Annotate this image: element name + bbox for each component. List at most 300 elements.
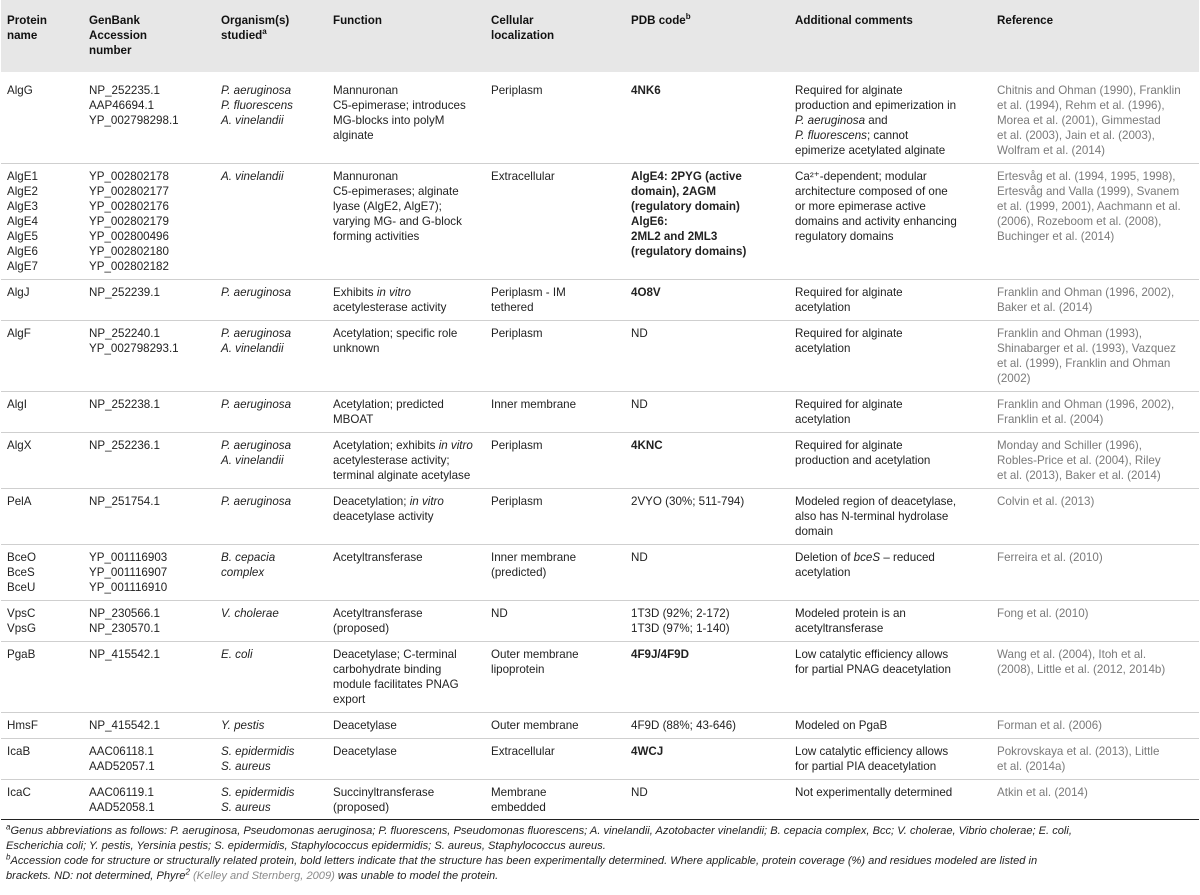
cell-pdb [625,164,789,280]
cell-reference-line: Atkin et al. (2014) [997,786,1088,799]
cell-protein-line: AlgG [7,84,33,97]
cell-protein-line: AlgJ [7,286,30,299]
cell-organism-line: V. cholerae [221,607,279,620]
cell-protein-line: BceU [7,581,36,594]
cell-comments-line: acetyltransferase [795,622,884,635]
cell-accession-line: AAC06118.1 [89,745,154,758]
header-accession [83,0,215,72]
cell-accession-line: YP_002802182 [89,260,169,273]
cell-accession [83,164,215,280]
cell-protein-line: VpsG [7,622,36,635]
cell-localization [485,642,625,713]
cell-protein-line: AlgF [7,327,31,340]
cell-protein [1,489,83,545]
cell-function [327,739,485,780]
cell-protein-line: PgaB [7,648,36,661]
cell-accession-line: NP_252240.1 [89,327,160,340]
cell-pdb-line: 4WCJ [631,745,664,758]
cell-pdb-line: ND [631,327,648,340]
cell-function [327,489,485,545]
cell-comments-line: also has N-terminal hydrolase [795,510,949,523]
cell-reference-line: (2002) [997,372,1031,385]
cell-localization-line: Periplasm - IM [491,286,566,299]
cell-protein-line: AlgI [7,398,27,411]
cell-reference-line: et al. (1994), Rehm et al. (1996), [997,99,1165,112]
cell-reference-line: Ertesvåg and Valla (1999), Svanem [997,185,1180,198]
cell-comments-line: production and acetylation [795,454,931,467]
cell-function-line: Acetylation; exhibits in vitro [333,439,473,452]
cell-comments [789,72,991,164]
cell-comments-line: acetylation [795,342,851,355]
cell-pdb [625,392,789,433]
cell-localization [485,489,625,545]
cell-pdb [625,780,789,820]
footnote-a-text: Genus abbreviations as follows: P. aeruginosa, Pseudomonas aeruginosa; P. fluorescens, Pseudomonas fluorescens; A. vinelandii, Azotobacter vinelandii; B. cepacia complex, Bcc; V. cholerae, Vibrio cholerae; E. coli, [10,825,1072,837]
cell-organism-line: A. vinelandii [221,342,284,355]
cell-reference-line: Monday and Schiller (1996), [997,439,1143,452]
cell-organism-line: P. aeruginosa [221,286,292,299]
cell-reference [991,739,1199,780]
cell-localization [485,164,625,280]
data-table [1,0,1199,820]
cell-localization-line: (predicted) [491,566,547,579]
cell-accession-line: AAD52058.1 [89,801,155,814]
cell-protein [1,164,83,280]
cell-function-line: Acetyltransferase [333,551,423,564]
cell-organism [215,601,327,642]
header-localization-line: localization [491,29,555,42]
cell-protein-line: AlgE7 [7,260,38,273]
cell-accession [83,601,215,642]
cell-function [327,713,485,739]
cell-function-line: Acetylation; predicted [333,398,444,411]
cell-localization [485,392,625,433]
cell-organism [215,392,327,433]
cell-localization [485,433,625,489]
header-organism-line: studied$^a$ [221,27,267,42]
cell-protein-line: BceO [7,551,36,564]
footnote-b-tail: was unable to model the protein. [334,870,499,882]
cell-localization [485,72,625,164]
table-row [1,489,1199,545]
cell-organism [215,489,327,545]
cell-accession-line: NP_230570.1 [89,622,160,635]
table-row [1,545,1199,601]
table-row [1,601,1199,642]
cell-comments-line: Low catalytic efficiency allows [795,648,949,661]
cell-protein-line: AlgE2 [7,185,38,198]
cell-organism [215,545,327,601]
cell-reference-line: Robles-Price et al. (2004), Riley [997,454,1161,467]
cell-function-line: (proposed) [333,622,390,635]
cell-accession-line: NP_230566.1 [89,607,160,620]
cell-pdb-line: AlgE6: [631,215,668,228]
cell-function-line: Acetyltransferase [333,607,423,620]
cell-function [327,164,485,280]
cell-localization-line: Extracellular [491,745,555,758]
cell-pdb-line: AlgE4: 2PYG (active [631,170,742,183]
cell-protein-line: AlgE5 [7,230,38,243]
cell-function-line: alginate [333,129,374,142]
cell-pdb [625,601,789,642]
cell-accession [83,280,215,321]
cell-organism-line: P. aeruginosa [221,495,292,508]
header-function [327,0,485,72]
cell-pdb [625,280,789,321]
header-localization-line: Cellular [491,14,534,27]
table-row [1,713,1199,739]
cell-accession-line: AAD52057.1 [89,760,155,773]
cell-pdb-line: 4F9D (88%; 43-646) [631,719,737,732]
cell-localization-line: embedded [491,801,546,814]
footnote-b-marker: b [6,852,11,862]
cell-accession [83,321,215,392]
cell-reference [991,601,1199,642]
cell-pdb [625,739,789,780]
cell-organism-line: E. coli [221,648,253,661]
cell-accession-line: YP_002802176 [89,200,169,213]
cell-comments-line: Required for alginate [795,439,903,452]
cell-organism-line: A. vinelandii [221,170,284,183]
cell-pdb [625,489,789,545]
cell-pdb-line: 2ML2 and 2ML3 [631,230,718,243]
cell-protein [1,72,83,164]
cell-comments-line: Required for alginate [795,327,903,340]
table-row [1,642,1199,713]
table-body [1,72,1199,820]
table-row [1,164,1199,280]
cell-organism [215,780,327,820]
cell-protein-line: HmsF [7,719,38,732]
cell-function-line: Deacetylation; in vitro [333,495,444,508]
cell-organism-line: P. aeruginosa [221,398,292,411]
cell-function-line: Deacetylase [333,719,397,732]
cell-organism [215,739,327,780]
cell-comments [789,601,991,642]
cell-function-line: Mannuronan [333,84,399,97]
cell-function [327,72,485,164]
cell-comments-line: Not experimentally determined [795,786,953,799]
cell-comments-line: Required for alginate [795,84,903,97]
cell-localization [485,780,625,820]
cell-pdb [625,545,789,601]
cell-function [327,545,485,601]
table-row [1,280,1199,321]
cell-protein [1,780,83,820]
cell-organism-line: S. aureus [221,801,271,814]
cell-comments-line: Modeled region of deacetylase, [795,495,957,508]
cell-accession [83,642,215,713]
cell-reference-line: Forman et al. (2006) [997,719,1103,732]
cell-organism-line: A. vinelandii [221,114,284,127]
cell-localization-line: Periplasm [491,439,543,452]
cell-pdb-line: (regulatory domains) [631,245,747,258]
cell-pdb-line: domain), 2AGM [631,185,717,198]
header-organism-line: Organism(s) [221,14,290,27]
cell-accession-line: YP_002802178 [89,170,169,183]
header-organism [215,0,327,72]
cell-reference-line: Franklin et al. (2004) [997,413,1104,426]
cell-function-line: Mannuronan [333,170,399,183]
cell-reference [991,72,1199,164]
cell-comments [789,545,991,601]
cell-protein-line: AlgE1 [7,170,38,183]
cell-localization [485,545,625,601]
table-row [1,392,1199,433]
cell-reference-line: Franklin and Ohman (1996, 2002), [997,286,1175,299]
header-accession-line: number [89,44,132,57]
cell-localization-line: Outer membrane [491,648,579,661]
cell-reference-line: (2008), Little et al. (2012, 2014b) [997,663,1166,676]
cell-reference-line: Wang et al. (2004), Itoh et al. [997,648,1147,661]
table-row [1,321,1199,392]
cell-comments-line: production and epimerization in [795,99,957,112]
cell-comments-line: epimerize acetylated alginate [795,144,946,157]
cell-pdb-line: 4F9J/4F9D [631,648,689,661]
cell-function [327,601,485,642]
cell-function-line: (proposed) [333,801,390,814]
header-accession-line: Accession [89,29,147,42]
cell-reference [991,280,1199,321]
cell-protein-line: AlgE6 [7,245,38,258]
cell-function-line: varying MG- and G-block [333,215,462,228]
cell-organism [215,72,327,164]
cell-accession-line: NP_251754.1 [89,495,160,508]
cell-function-line: C5-epimerase; introduces [333,99,466,112]
cell-reference-line: Morea et al. (2001), Gimmestad [997,114,1161,127]
cell-accession [83,713,215,739]
cell-function-line: MG-blocks into polyM [333,114,445,127]
cell-reference-line: Baker et al. (2014) [997,301,1093,314]
cell-organism-line: Y. pestis [221,719,265,732]
cell-function-line: terminal alginate acetylase [333,469,471,482]
cell-protein [1,601,83,642]
cell-reference [991,713,1199,739]
cell-protein [1,739,83,780]
cell-accession-line: NP_415542.1 [89,719,160,732]
cell-accession [83,545,215,601]
cell-function [327,433,485,489]
cell-protein [1,392,83,433]
cell-comments-line: Modeled on PgaB [795,719,888,732]
header-comments [789,0,991,72]
cell-accession-line: NP_252235.1 [89,84,160,97]
cell-comments [789,433,991,489]
cell-function-line: Acetylation; specific role [333,327,458,340]
cell-function-line: Succinyltransferase [333,786,435,799]
cell-function-line: MBOAT [333,413,374,426]
cell-reference-line: Ertesvåg et al. (1994, 1995, 1998), [997,170,1176,183]
cell-reference-line: et al. (2014a) [997,760,1066,773]
cell-protein-line: IcaB [7,745,31,758]
cell-reference [991,433,1199,489]
cell-localization-line: Extracellular [491,170,555,183]
cell-accession-line: NP_252238.1 [89,398,160,411]
cell-comments-line: Ca²⁺-dependent; modular [795,170,927,183]
cell-function-line: carbohydrate binding [333,663,442,676]
cell-comments-line: Required for alginate [795,286,903,299]
cell-accession-line: YP_002802177 [89,185,169,198]
cell-comments [789,739,991,780]
cell-localization-line: lipoprotein [491,663,545,676]
cell-reference-line: et al. (1999), Franklin and Ohman [997,357,1171,370]
cell-localization [485,713,625,739]
footnote-b-text: Accession code for structure or structurally related protein, bold letters indicate that the structure has been experimentally determined. Where applicable, protein coverage (%) and residues modeled are listed in [10,855,1038,867]
cell-pdb-line: ND [631,551,648,564]
cell-reference [991,164,1199,280]
footnote-b-text: brackets. ND: not determined, Phyre [6,870,186,882]
cell-organism [215,433,327,489]
cell-reference-line: Buchinger et al. (2014) [997,230,1115,243]
cell-accession-line: YP_002798293.1 [89,342,179,355]
cell-comments-line: acetylation [795,566,851,579]
header-pdb [625,0,789,72]
cell-comments [789,489,991,545]
cell-function-line: unknown [333,342,380,355]
cell-localization-line: Inner membrane [491,398,577,411]
cell-function-line: forming activities [333,230,420,243]
cell-function [327,780,485,820]
cell-reference-line: et al. (2003), Jain et al. (2003), [997,129,1155,142]
cell-organism [215,164,327,280]
cell-pdb-line: 4NK6 [631,84,661,97]
cell-comments-line: acetylation [795,301,851,314]
cell-function-line: Deacetylase; C-terminal [333,648,457,661]
cell-pdb-line: 4O8V [631,286,661,299]
cell-accession [83,72,215,164]
cell-organism-line: S. epidermidis [221,745,295,758]
header-protein-line: name [7,29,38,42]
cell-accession-line: NP_415542.1 [89,648,160,661]
cell-pdb-line: (regulatory domain) [631,200,740,213]
cell-pdb-line: ND [631,786,648,799]
cell-comments-line: Required for alginate [795,398,903,411]
cell-pdb-line: 1T3D (92%; 2-172) [631,607,730,620]
cell-protein [1,545,83,601]
cell-comments [789,713,991,739]
cell-organism [215,642,327,713]
cell-function-line: acetylesterase activity; [333,454,450,467]
cell-reference-line: Fong et al. (2010) [997,607,1089,620]
cell-pdb [625,713,789,739]
cell-protein-line: IcaC [7,786,31,799]
cell-organism-line: S. aureus [221,760,271,773]
cell-pdb [625,433,789,489]
cell-reference [991,321,1199,392]
header-protein-line: Protein [7,14,47,27]
cell-localization-line: Inner membrane [491,551,577,564]
table-row [1,72,1199,164]
footnote-b [6,854,1196,884]
header-accession-line: GenBank [89,14,140,27]
footnote-a-line [6,839,1196,854]
cell-reference-line: et al. (1999, 2001), Aachmann et al. [997,200,1181,213]
cell-reference-line: Chitnis and Ohman (1990), Franklin [997,84,1181,97]
table-row [1,433,1199,489]
table-row [1,780,1199,820]
cell-organism-line: S. epidermidis [221,786,295,799]
cell-accession [83,739,215,780]
cell-accession-line: YP_002798298.1 [89,114,179,127]
cell-accession-line: YP_002802180 [89,245,169,258]
cell-accession [83,489,215,545]
cell-comments-line: domain [795,525,834,538]
footnote-b-phyre-sup: 2 [185,867,190,877]
cell-function [327,392,485,433]
cell-function-line: acetylesterase activity [333,301,447,314]
cell-protein-line: VpsC [7,607,36,620]
cell-reference-line: Pokrovskaya et al. (2013), Little [997,745,1160,758]
cell-pdb-line: 1T3D (97%; 1-140) [631,622,730,635]
cell-comments [789,280,991,321]
cell-pdb [625,321,789,392]
header-row [1,0,1199,72]
cell-accession-line: YP_001116907 [89,566,168,579]
cell-organism-line: A. vinelandii [221,454,284,467]
cell-reference-line: Colvin et al. (2013) [997,495,1095,508]
cell-comments-line: Modeled protein is an [795,607,906,620]
cell-protein [1,433,83,489]
cell-comments-line: P. aeruginosa and [795,114,888,127]
header-function-line: Function [333,14,382,27]
cell-organism-line: P. aeruginosa [221,327,292,340]
cell-comments [789,642,991,713]
footnote-a [6,824,1196,854]
cell-pdb-line: ND [631,398,648,411]
table-row [1,739,1199,780]
cell-reference [991,642,1199,713]
cell-function [327,642,485,713]
cell-pdb-line: 4KNC [631,439,663,452]
cell-reference-line: (2006), Rozeboom et al. (2008), [997,215,1162,228]
cell-comments-line: regulatory domains [795,230,894,243]
cell-comments-line: Low catalytic efficiency allows [795,745,949,758]
cell-organism-line: P. fluorescens [221,99,293,112]
cell-function-line: Deacetylase [333,745,397,758]
header-reference [991,0,1199,72]
cell-comments [789,164,991,280]
cell-localization-line: Membrane [491,786,547,799]
cell-organism [215,713,327,739]
cell-protein-line: PelA [7,495,32,508]
cell-function-line: export [333,693,366,706]
cell-reference [991,489,1199,545]
cell-comments-line: or more epimerase active [795,200,926,213]
cell-reference-line: Franklin and Ohman (1993), [997,327,1142,340]
cell-accession-line: YP_002800496 [89,230,169,243]
cell-protein-line: AlgE3 [7,200,38,213]
cell-accession-line: AAC06119.1 [89,786,154,799]
cell-pdb-line: 2VYO (30%; 511-794) [631,495,745,508]
cell-localization-line: Outer membrane [491,719,579,732]
cell-protein-line: AlgE4 [7,215,38,228]
cell-comments [789,392,991,433]
cell-localization [485,739,625,780]
cell-function-line: C5-epimerases; alginate [333,185,459,198]
footnote-b-reference-link[interactable]: (Kelley and Sternberg, 2009) [192,870,335,882]
header-comments-line: Additional comments [795,14,913,27]
cell-organism [215,321,327,392]
cell-accession-line: NP_252239.1 [89,286,160,299]
footnote-a-line [6,824,1196,839]
cell-comments-line: for partial PNAG deacetylation [795,663,951,676]
cell-protein [1,280,83,321]
cell-pdb [625,642,789,713]
header-localization [485,0,625,72]
cell-comments-line: Deletion of bceS – reduced [795,551,935,564]
cell-accession-line: YP_001116903 [89,551,168,564]
cell-localization-line: Periplasm [491,327,543,340]
